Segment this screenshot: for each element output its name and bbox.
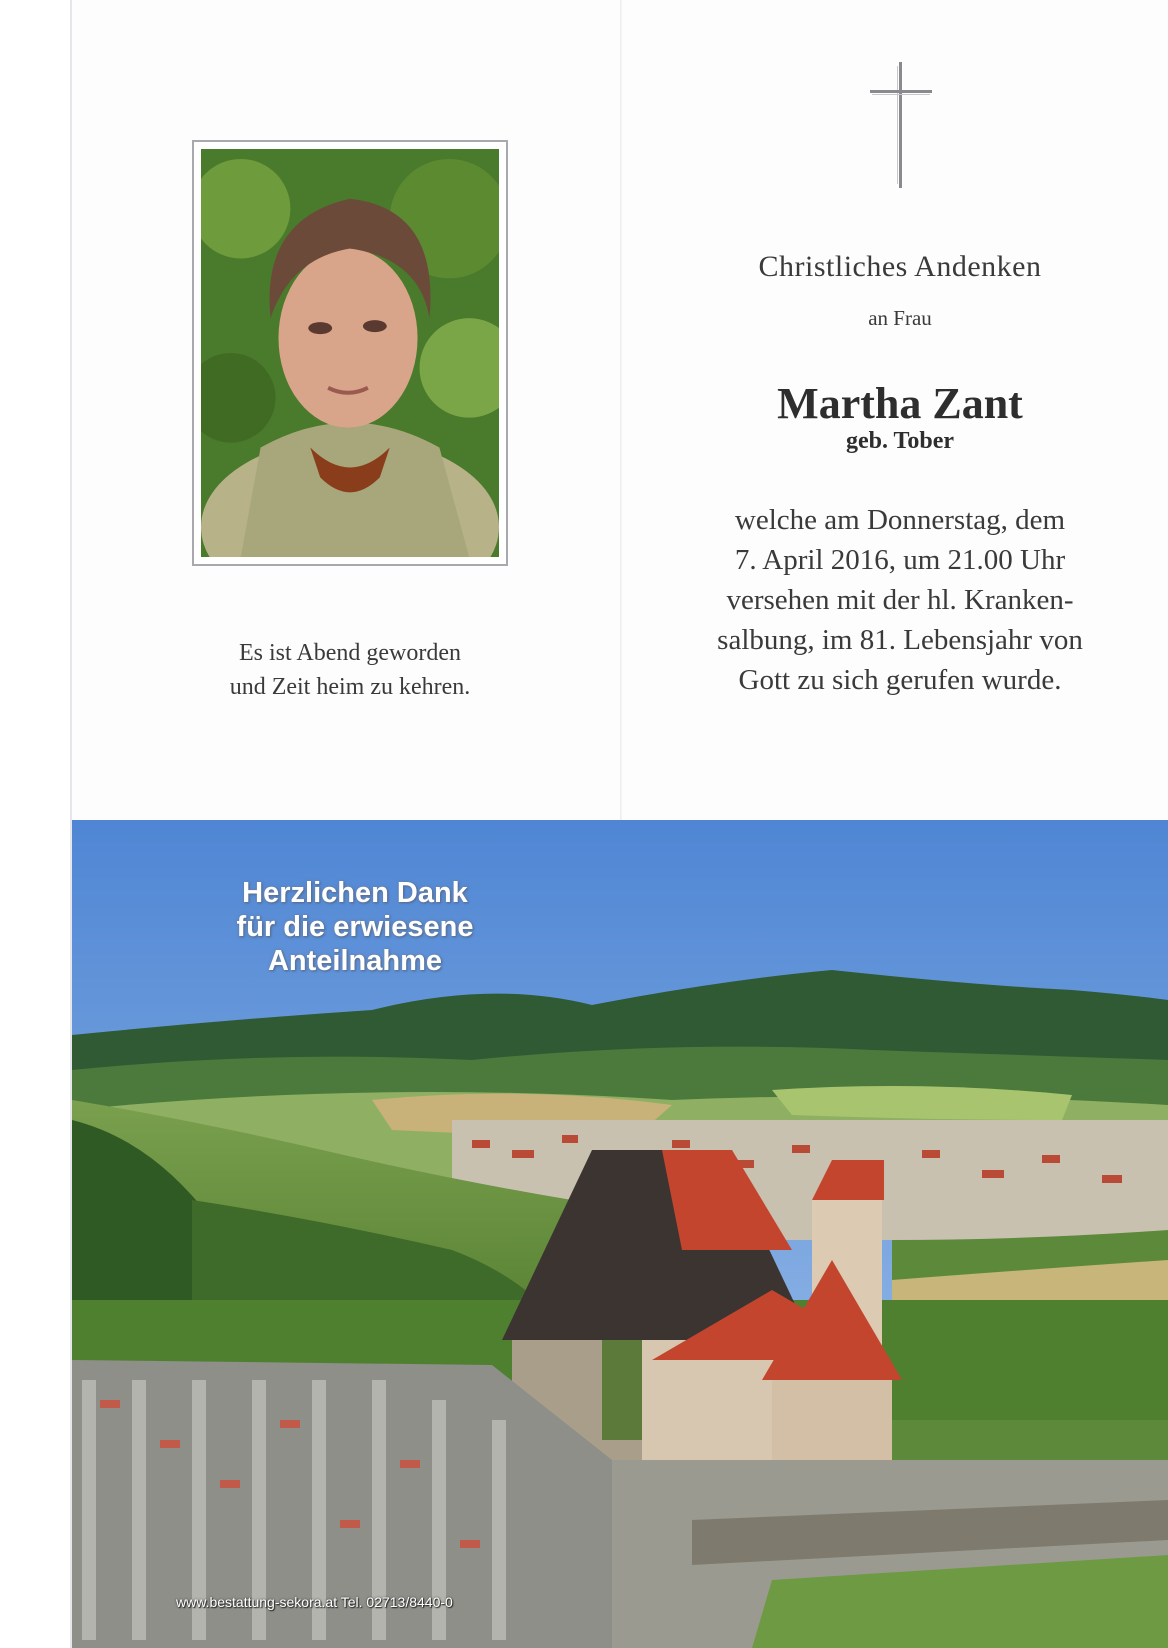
thanks-line: Anteilnahme — [267, 945, 443, 977]
body-line: welche am Donnerstag, dem — [734, 504, 1066, 536]
fold-line — [620, 0, 622, 820]
maiden-name: geb. Tober — [845, 428, 955, 454]
thanks-line: Herzlichen Dank — [242, 877, 468, 909]
thanks-line: für die erwiesene — [236, 911, 474, 943]
announcement-body — [680, 500, 1120, 700]
motto-line: und Zeit heim zu kehren. — [229, 674, 471, 700]
deceased-name: Martha Zant — [777, 379, 1023, 428]
motto-line: Es ist Abend geworden — [239, 640, 461, 666]
salutation: an Frau — [868, 306, 932, 330]
heading: Christliches Andenken — [758, 250, 1042, 283]
motto — [190, 636, 510, 704]
footer — [176, 1594, 453, 1610]
body-line: Gott zu sich gerufen wurde. — [738, 664, 1062, 696]
thanks-message — [200, 876, 510, 978]
footer-phone: Tel. 02713/8440-0 — [340, 1594, 453, 1610]
body-line: salbung, im 81. Lebensjahr von — [717, 624, 1083, 656]
footer-website: www.bestattung-sekora.at — [176, 1594, 338, 1610]
cross-icon — [870, 62, 932, 188]
body-line: 7. April 2016, um 21.00 Uhr — [734, 544, 1066, 576]
portrait-frame — [192, 140, 508, 566]
portrait-photo — [201, 149, 499, 557]
body-line: versehen mit der hl. Kranken- — [726, 584, 1074, 616]
